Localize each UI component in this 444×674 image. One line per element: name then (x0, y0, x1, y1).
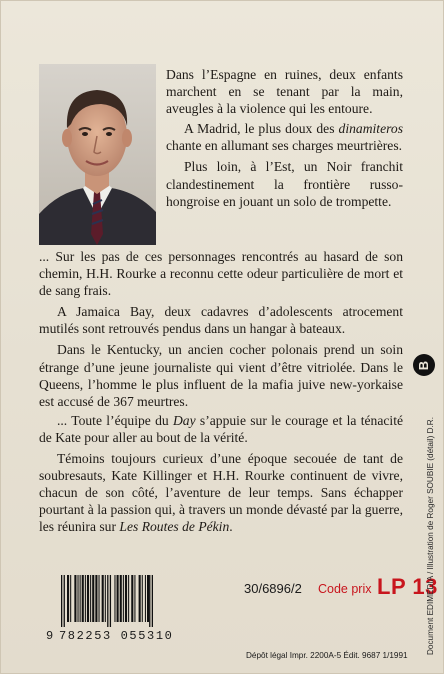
paragraph-7-end: s’appuie sur le courage et la ténacité de Kate pour aller au bout de la vérité. (39, 412, 404, 445)
paragraph-3: Plus loin, à l’Est, un Noir franchit clandestinement la frontière russo-hongroise en jouant un solo de trompette. (166, 159, 403, 209)
isbn-lead-digit: 9 (46, 629, 54, 643)
barcode-bar (131, 575, 133, 622)
paragraph-7 (39, 412, 403, 446)
barcode-guard-bar (152, 575, 153, 627)
paragraph-2-italic: dinamiteros (338, 121, 403, 137)
author-portrait (39, 64, 156, 245)
paragraph-4: ... Sur les pas de ces personnages rencontrés au hasard de son chemin, H.H. Rourke a reconnu cette odeur particulière de mort et de sang frais. (39, 249, 403, 299)
paragraph-6: Dans le Kentucky, un ancien cocher polonais prend un soin étrange d’une jeune journaliste qui vient d’être vitriolée. Dans le Queens, l’homme le plus influent de la mafia juive new-yorkaise est accusé de 367 meurtres. (39, 342, 403, 409)
barcode-bar (70, 575, 71, 622)
paragraph-2-end: chante en allumant ses charges meurtrières. (166, 138, 403, 154)
publisher-logo-icon (413, 354, 435, 376)
barcode-bar (147, 575, 149, 622)
barcode-bar (87, 575, 89, 622)
barcode-bar (114, 575, 115, 622)
barcode-bar (74, 575, 76, 622)
ean-barcode (59, 575, 229, 627)
barcode-guard-bar (110, 575, 111, 627)
paragraph-2 (166, 120, 403, 154)
intro-paragraphs (166, 66, 403, 210)
barcode-bar (99, 575, 100, 622)
portrait-image (39, 64, 156, 245)
code-prix-value: LP 13 (377, 574, 438, 599)
barcode-bar (120, 575, 122, 622)
barcode-bar (92, 575, 94, 622)
barcode-bar (85, 575, 86, 622)
paragraph-2-text: A Madrid, le plus doux des (184, 121, 339, 137)
body-paragraphs (39, 248, 403, 536)
paragraph-1: Dans l’Espagne en ruines, deux enfants marchent en se tenant par la main, aveugles à la violence qui les entoure. (166, 67, 403, 117)
barcode-bar (82, 575, 84, 622)
barcode-guard-bar (107, 575, 108, 627)
code-prix-label: Code prix (318, 582, 372, 596)
paragraph-7-italic: Day (172, 412, 196, 428)
isbn-digits: 782253 055310 (59, 629, 174, 643)
barcode-bar (128, 575, 129, 622)
barcode-bar (105, 575, 106, 622)
barcode-bar (90, 575, 91, 622)
barcode-bar (145, 575, 146, 622)
barcode-bar (67, 575, 69, 622)
paragraph-8-end: . (229, 519, 233, 535)
paragraph-8 (39, 450, 403, 535)
illustration-credit: Document EDIMEDIA / Illustration de Roger SOUBIE (détail) D.R. (426, 417, 435, 655)
barcode-bar (125, 575, 127, 622)
reference-number: 30/6896/2 (244, 581, 302, 596)
barcode-bar (139, 575, 141, 622)
barcode-bar (102, 575, 104, 622)
paragraph-8-text: Témoins toujours curieux d’une époque secouée de tant de soubresauts, Kate Killinger et H.H. Rourke continuent de vivre, chacun de son côté, l’aventure de leur temps. Sans échapper pourtant à la passion qui, à travers un monde dévasté par la guerre, les réunira sur (39, 451, 403, 535)
barcode-guard-bar (61, 575, 62, 627)
paragraph-5: A Jamaica Bay, deux cadavres d’adolescents atrocement mutilés sont retrouvés pendus dans un hangar à bateaux. (39, 304, 403, 337)
barcode-guard-bar (149, 575, 150, 627)
barcode-bar (80, 575, 81, 622)
barcode-guard-bar (64, 575, 65, 627)
logo-letter: B (416, 360, 432, 370)
depot-legal: Dépôt légal Impr. 2200A-5 Édit. 9687 1/1991 (246, 651, 408, 660)
paragraph-7-text: ... Toute l’équipe du (57, 412, 173, 428)
barcode-bar (78, 575, 79, 622)
barcode-bar (95, 575, 97, 622)
barcode-bar (123, 575, 124, 622)
barcode-bar (134, 575, 135, 622)
paragraph-8-italic: Les Routes de Pékin (119, 519, 230, 535)
barcode-bar (142, 575, 143, 622)
barcode-bar (117, 575, 119, 622)
